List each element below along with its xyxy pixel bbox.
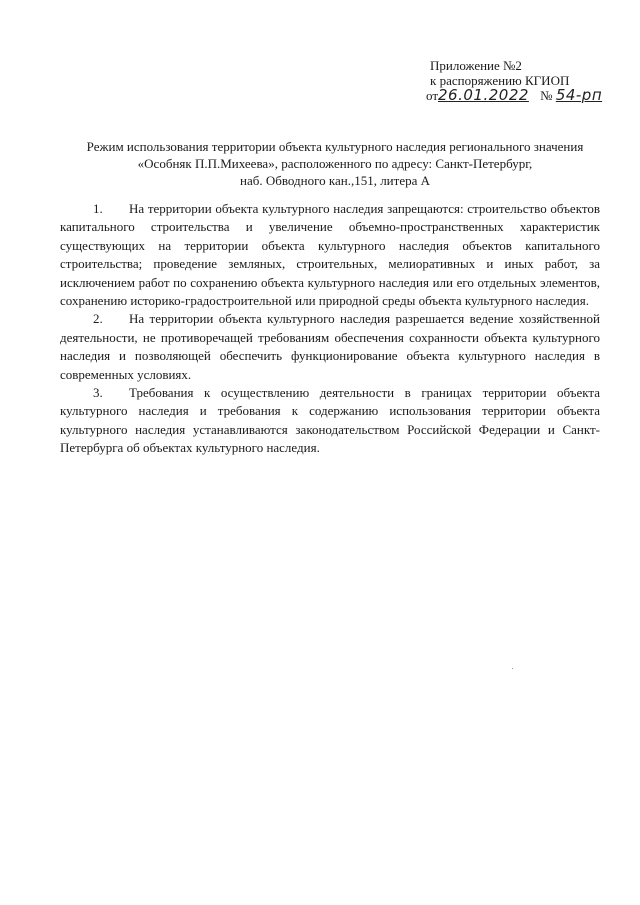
appendix-date-number-line xyxy=(426,88,626,103)
handwritten-order-number: 54-рп xyxy=(555,86,603,104)
title-line-1: Режим использования территории объекта культурного наследия регионального значения xyxy=(86,139,584,154)
appendix-title: Приложение №2 xyxy=(430,58,522,73)
document-title xyxy=(70,138,600,189)
number-prefix: № xyxy=(540,88,553,103)
clause-text: Требования к осуществлению деятельности в границах территории объекта культурного наследия и требования к содержанию использования территории объекта культурного наследия устанавливаются законодательством Российской Федерации и Санкт-Петербурга об объектах культурного наследия. xyxy=(60,385,600,456)
clause-2 xyxy=(60,310,600,384)
clause-number: 1. xyxy=(93,201,103,216)
handwritten-date: 26.01.2022 xyxy=(438,86,529,104)
clause-text: На территории объекта культурного наследия запрещаются: строительство объектов капитального строительства и увеличение объемно-пространственных характеристик существующих на территории объекта культурного наследия объектов капитального строительства; проведение земляных, строительных, мелиоративных и иных работ, за исключением работ по сохранению объекта культурного наследия или его отдельных элементов, сохранению историко-градостроительной или природной среды объекта культурного наследия. xyxy=(60,201,600,309)
appendix-header xyxy=(426,58,626,103)
clause-text: На территории объекта культурного наследия разрешается ведение хозяйственной деятельности, не противоречащей требованиям обеспечения сохранности объекта культурного наследия и позволяющей обеспечить функционирование объекта культурного наследия в современных условиях. xyxy=(60,311,600,382)
clause-1 xyxy=(60,200,600,310)
appendix-order-reference: к распоряжению КГИОП xyxy=(430,73,570,88)
clause-number: 2. xyxy=(93,311,103,327)
clause-3 xyxy=(60,384,600,458)
document-body xyxy=(60,200,600,458)
scan-speck xyxy=(512,668,513,669)
title-line-3: наб. Обводного кан.,151, литера А xyxy=(240,173,430,188)
title-line-2: «Особняк П.П.Михеева», расположенного по адресу: Санкт-Петербург, xyxy=(137,156,533,171)
clause-number: 3. xyxy=(93,385,103,401)
date-prefix: от xyxy=(426,88,439,103)
